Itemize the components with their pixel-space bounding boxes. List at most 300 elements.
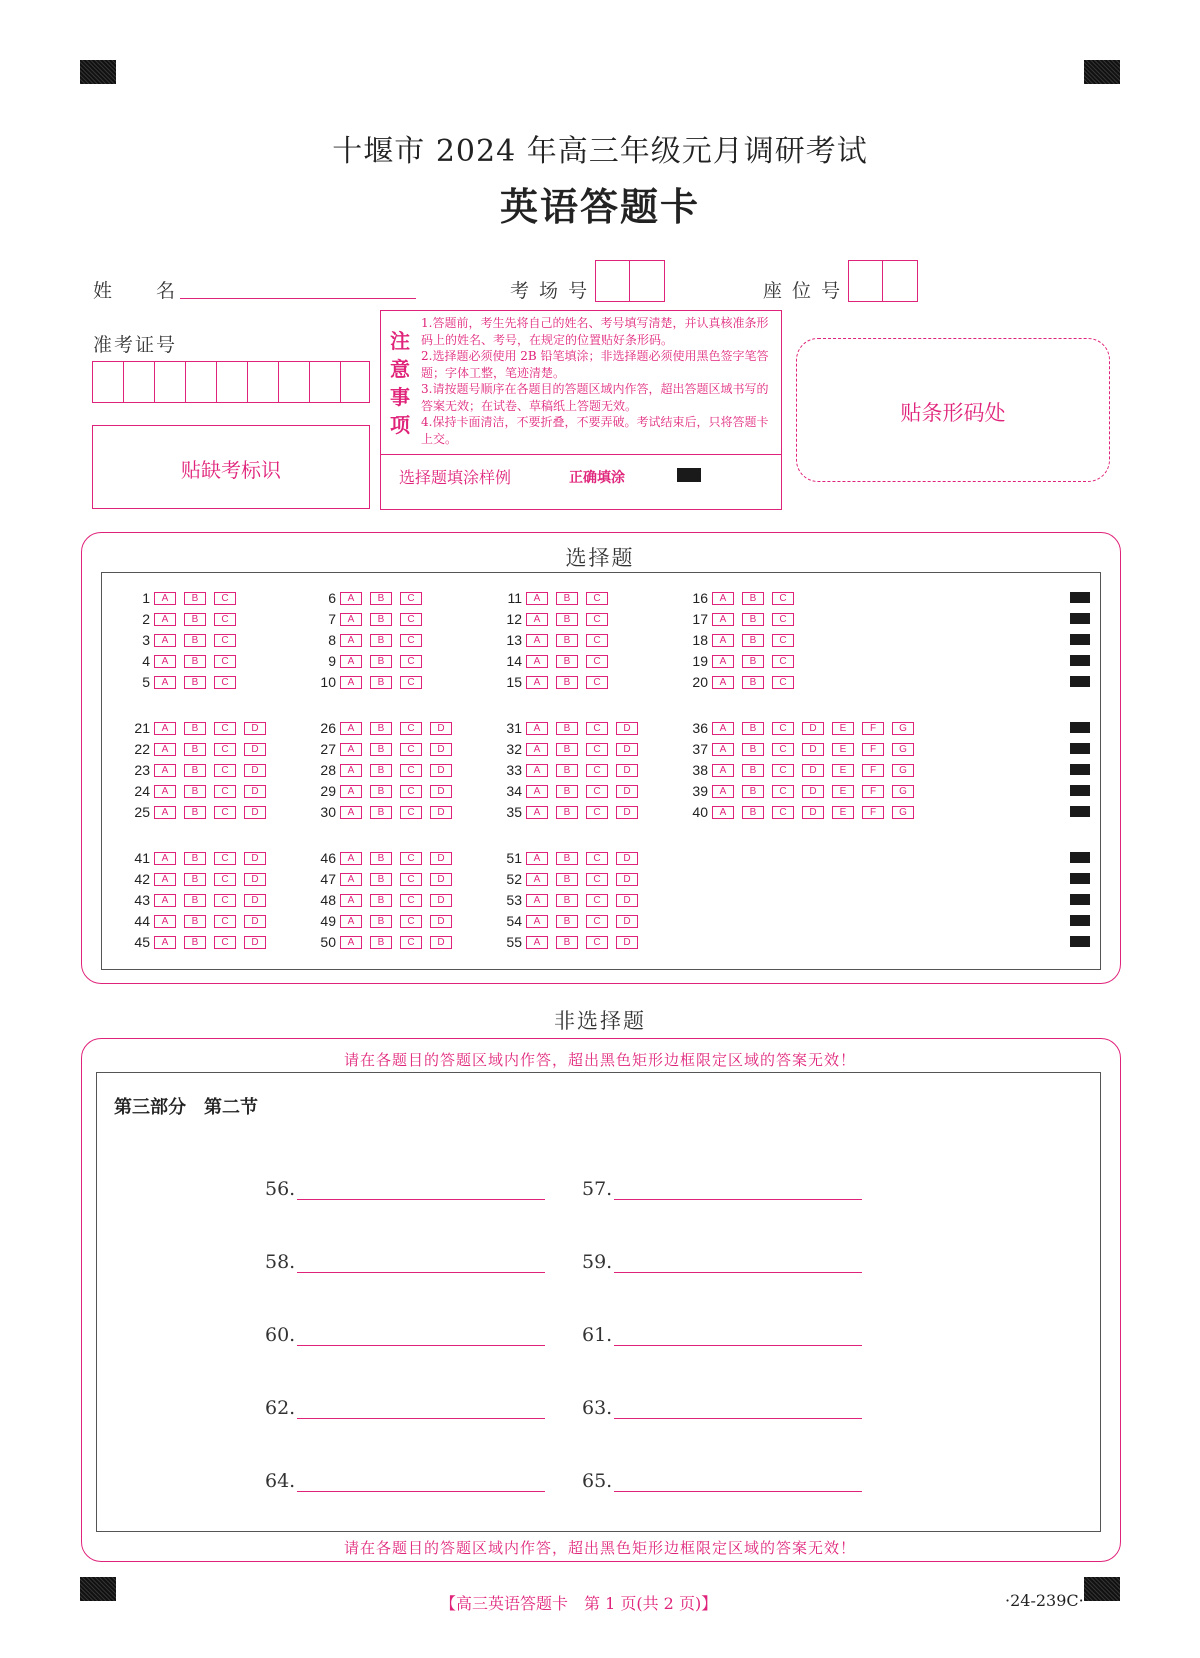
option-bubble[interactable]: A (340, 873, 362, 886)
option-bubble[interactable]: D (616, 785, 638, 798)
option-bubble[interactable]: A (526, 722, 548, 735)
blank-56[interactable] (265, 1178, 545, 1200)
timing-mark (1070, 806, 1090, 817)
option-bubble[interactable]: A (340, 852, 362, 865)
option-bubble[interactable]: C (400, 634, 422, 647)
option-bubble[interactable]: D (244, 743, 266, 756)
option-bubble[interactable]: A (154, 852, 176, 865)
option-bubble[interactable]: A (526, 613, 548, 626)
option-bubble[interactable]: B (184, 722, 206, 735)
option-bubble[interactable]: D (244, 915, 266, 928)
option-bubble[interactable]: B (556, 613, 578, 626)
option-bubble[interactable]: A (526, 894, 548, 907)
option-bubble[interactable]: F (862, 806, 884, 819)
timing-mark (1070, 785, 1090, 796)
question-number: 26 (320, 720, 336, 736)
blank-61[interactable] (582, 1324, 862, 1346)
option-bubble[interactable]: B (370, 722, 392, 735)
answer-line[interactable] (297, 1255, 545, 1273)
option-bubble[interactable]: D (616, 852, 638, 865)
option-bubble[interactable]: B (184, 743, 206, 756)
question-number: 1 (142, 590, 150, 606)
option-bubble[interactable]: C (400, 785, 422, 798)
question-row (678, 609, 802, 629)
option-bubble[interactable]: D (616, 743, 638, 756)
option-bubble[interactable]: D (430, 806, 452, 819)
blank-number: 56. (265, 1178, 296, 1200)
option-bubble[interactable]: C (772, 743, 794, 756)
option-bubble[interactable]: D (244, 722, 266, 735)
timing-mark (1070, 915, 1090, 926)
option-bubble[interactable]: B (184, 613, 206, 626)
blank-57[interactable] (582, 1178, 862, 1200)
question-number: 15 (506, 674, 522, 690)
option-bubble[interactable]: D (430, 743, 452, 756)
option-bubble[interactable]: B (556, 936, 578, 949)
option-bubble[interactable]: C (586, 894, 608, 907)
option-bubble[interactable]: B (556, 743, 578, 756)
option-bubble[interactable]: D (430, 894, 452, 907)
option-bubble[interactable]: D (430, 936, 452, 949)
option-bubble[interactable]: C (214, 613, 236, 626)
option-bubble[interactable]: A (154, 936, 176, 949)
option-bubble[interactable]: B (184, 852, 206, 865)
option-bubble[interactable]: A (340, 764, 362, 777)
option-bubble[interactable]: C (772, 592, 794, 605)
option-bubble[interactable]: C (214, 936, 236, 949)
absent-mark-label: 贴缺考标识 (181, 458, 281, 482)
question-row (678, 760, 922, 780)
option-bubble[interactable]: A (154, 785, 176, 798)
option-bubble[interactable]: B (370, 655, 392, 668)
option-bubble[interactable]: C (772, 613, 794, 626)
option-bubble[interactable]: C (400, 852, 422, 865)
option-bubble[interactable]: C (586, 936, 608, 949)
question-row (120, 890, 274, 910)
blank-64[interactable] (265, 1470, 545, 1492)
option-bubble[interactable]: A (712, 764, 734, 777)
option-bubble[interactable]: A (526, 655, 548, 668)
option-bubble[interactable]: A (712, 592, 734, 605)
option-bubble[interactable]: A (340, 785, 362, 798)
option-bubble[interactable]: A (526, 806, 548, 819)
question-number: 36 (692, 720, 708, 736)
option-bubble[interactable]: A (340, 676, 362, 689)
option-bubble[interactable]: B (742, 655, 764, 668)
option-bubble[interactable]: A (526, 785, 548, 798)
name-field[interactable] (180, 298, 416, 299)
answer-line[interactable] (297, 1401, 545, 1419)
option-bubble[interactable]: C (214, 806, 236, 819)
ticket-number-boxes[interactable] (92, 361, 370, 403)
question-number: 8 (328, 632, 336, 648)
question-row (306, 911, 460, 931)
option-bubble[interactable]: B (556, 764, 578, 777)
notice-item: 1.答题前，考生先将自己的姓名、考号填写清楚，并认真核准条形码上的姓名、考号，在规定的位置贴好条形码。 (421, 316, 769, 347)
answer-line[interactable] (297, 1328, 545, 1346)
option-bubble[interactable]: C (400, 764, 422, 777)
option-bubble[interactable]: A (154, 634, 176, 647)
option-bubble[interactable]: D (244, 873, 266, 886)
question-row (120, 760, 274, 780)
option-bubble[interactable]: A (526, 743, 548, 756)
option-bubble[interactable]: B (370, 613, 392, 626)
option-bubble[interactable]: A (340, 936, 362, 949)
option-bubble[interactable]: A (154, 764, 176, 777)
option-bubble[interactable]: D (802, 764, 824, 777)
option-bubble[interactable]: B (556, 915, 578, 928)
question-row (678, 739, 922, 759)
option-bubble[interactable]: E (832, 806, 854, 819)
option-bubble[interactable]: A (712, 655, 734, 668)
option-bubble[interactable]: C (400, 915, 422, 928)
option-bubble[interactable]: C (586, 764, 608, 777)
question-number: 9 (328, 653, 336, 669)
question-row (678, 630, 802, 650)
notice-box (380, 310, 782, 510)
answer-line[interactable] (614, 1474, 862, 1492)
option-bubble[interactable]: D (802, 722, 824, 735)
option-bubble[interactable]: C (214, 676, 236, 689)
option-bubble[interactable]: C (400, 743, 422, 756)
option-bubble[interactable]: B (184, 936, 206, 949)
option-bubble[interactable]: C (772, 634, 794, 647)
option-bubble[interactable]: C (772, 806, 794, 819)
option-bubble[interactable]: A (712, 613, 734, 626)
timing-mark (1070, 722, 1090, 733)
option-bubble[interactable]: B (742, 806, 764, 819)
option-bubble[interactable]: D (616, 873, 638, 886)
answer-line[interactable] (614, 1255, 862, 1273)
option-bubble[interactable]: B (370, 676, 392, 689)
option-bubble[interactable]: B (184, 915, 206, 928)
question-number: 14 (506, 653, 522, 669)
option-bubble[interactable]: B (184, 873, 206, 886)
option-bubble[interactable]: D (430, 785, 452, 798)
option-bubble[interactable]: D (616, 915, 638, 928)
question-row (492, 718, 646, 738)
option-bubble[interactable]: B (742, 592, 764, 605)
question-row (678, 718, 922, 738)
option-bubble[interactable]: C (586, 655, 608, 668)
option-bubble[interactable]: B (556, 785, 578, 798)
option-bubble[interactable]: A (526, 764, 548, 777)
option-bubble[interactable]: B (556, 676, 578, 689)
page-footer: 【高三英语答题卡 第 1 页(共 2 页)】 (440, 1594, 718, 1613)
option-bubble[interactable]: C (400, 936, 422, 949)
option-bubble[interactable]: D (244, 936, 266, 949)
absent-mark-box (92, 425, 370, 509)
option-bubble[interactable]: A (154, 722, 176, 735)
option-bubble[interactable]: A (154, 915, 176, 928)
option-bubble[interactable]: B (556, 873, 578, 886)
option-bubble[interactable]: A (154, 806, 176, 819)
option-bubble[interactable]: E (832, 764, 854, 777)
option-bubble[interactable]: C (586, 785, 608, 798)
blank-number: 61. (582, 1324, 613, 1346)
option-bubble[interactable]: A (154, 613, 176, 626)
option-bubble[interactable]: D (244, 852, 266, 865)
option-bubble[interactable]: C (400, 722, 422, 735)
question-row (306, 869, 460, 889)
question-number: 46 (320, 850, 336, 866)
option-bubble[interactable]: E (832, 785, 854, 798)
option-bubble[interactable]: C (214, 894, 236, 907)
option-bubble[interactable]: B (742, 722, 764, 735)
option-bubble[interactable]: B (184, 592, 206, 605)
option-bubble[interactable]: C (772, 676, 794, 689)
question-number: 20 (692, 674, 708, 690)
option-bubble[interactable]: B (184, 634, 206, 647)
option-bubble[interactable]: C (586, 915, 608, 928)
option-bubble[interactable]: A (340, 806, 362, 819)
sheet-code: ·24-239C· (1005, 1591, 1084, 1610)
option-bubble[interactable]: C (214, 852, 236, 865)
option-bubble[interactable]: G (892, 722, 914, 735)
option-bubble[interactable]: B (370, 894, 392, 907)
option-bubble[interactable]: A (712, 743, 734, 756)
option-bubble[interactable]: D (616, 806, 638, 819)
option-bubble[interactable]: C (400, 676, 422, 689)
option-bubble[interactable]: B (370, 592, 392, 605)
option-bubble[interactable]: C (400, 894, 422, 907)
room-number-boxes[interactable] (595, 260, 665, 302)
blank-63[interactable] (582, 1397, 862, 1419)
option-bubble[interactable]: C (400, 613, 422, 626)
option-bubble[interactable]: G (892, 764, 914, 777)
question-row (678, 651, 802, 671)
answer-line[interactable] (614, 1328, 862, 1346)
option-bubble[interactable]: A (340, 743, 362, 756)
option-bubble[interactable]: C (586, 676, 608, 689)
bottom-warning: 请在各题目的答题区域内作答，超出黑色矩形边框限定区域的答案无效！ (343, 1539, 856, 1557)
question-number: 19 (692, 653, 708, 669)
notice-items (421, 315, 775, 447)
option-bubble[interactable]: B (742, 613, 764, 626)
option-bubble[interactable]: C (214, 722, 236, 735)
option-bubble[interactable]: B (370, 915, 392, 928)
option-bubble[interactable]: A (154, 873, 176, 886)
option-bubble[interactable]: C (214, 873, 236, 886)
option-bubble[interactable]: A (340, 722, 362, 735)
question-row (492, 609, 616, 629)
blank-65[interactable] (582, 1470, 862, 1492)
option-bubble[interactable]: C (772, 785, 794, 798)
answer-line[interactable] (614, 1182, 862, 1200)
fill-sample-row (381, 454, 781, 494)
option-bubble[interactable]: B (370, 764, 392, 777)
blank-60[interactable] (265, 1324, 545, 1346)
question-row (306, 760, 460, 780)
question-row (492, 651, 616, 671)
option-bubble[interactable]: B (556, 806, 578, 819)
blank-number: 65. (582, 1470, 613, 1492)
option-bubble[interactable]: A (340, 655, 362, 668)
option-bubble[interactable]: A (526, 592, 548, 605)
option-bubble[interactable]: D (616, 936, 638, 949)
option-bubble[interactable]: A (340, 634, 362, 647)
question-row (120, 651, 244, 671)
option-bubble[interactable]: D (802, 785, 824, 798)
option-bubble[interactable]: F (862, 785, 884, 798)
option-bubble[interactable]: D (244, 806, 266, 819)
option-bubble[interactable]: B (370, 743, 392, 756)
question-number: 41 (134, 850, 150, 866)
option-bubble[interactable]: C (214, 785, 236, 798)
option-bubble[interactable]: D (616, 764, 638, 777)
option-bubble[interactable]: A (712, 785, 734, 798)
option-bubble[interactable]: D (430, 722, 452, 735)
option-bubble[interactable]: D (430, 764, 452, 777)
option-bubble[interactable]: A (526, 676, 548, 689)
option-bubble[interactable]: D (616, 894, 638, 907)
option-bubble[interactable]: B (184, 806, 206, 819)
option-bubble[interactable]: A (154, 655, 176, 668)
option-bubble[interactable]: A (526, 634, 548, 647)
option-bubble[interactable]: A (340, 915, 362, 928)
option-bubble[interactable]: D (802, 806, 824, 819)
option-bubble[interactable]: B (742, 764, 764, 777)
blank-58[interactable] (265, 1251, 545, 1273)
option-bubble[interactable]: C (586, 806, 608, 819)
option-bubble[interactable]: C (214, 592, 236, 605)
question-number: 37 (692, 741, 708, 757)
option-bubble[interactable]: D (244, 894, 266, 907)
timing-mark (1070, 873, 1090, 884)
option-bubble[interactable]: C (586, 592, 608, 605)
option-bubble[interactable]: B (370, 936, 392, 949)
seat-number-boxes[interactable] (848, 260, 918, 302)
option-bubble[interactable]: C (214, 634, 236, 647)
option-bubble[interactable]: A (340, 894, 362, 907)
question-number: 40 (692, 804, 708, 820)
question-row (306, 672, 430, 692)
question-row (306, 609, 430, 629)
option-bubble[interactable]: A (712, 634, 734, 647)
question-number: 32 (506, 741, 522, 757)
option-bubble[interactable]: B (370, 873, 392, 886)
exam-title: 十堰市 2024 年高三年级元月调研考试 (332, 134, 868, 169)
question-row (492, 802, 646, 822)
option-bubble[interactable]: B (370, 852, 392, 865)
option-bubble[interactable]: C (400, 592, 422, 605)
option-bubble[interactable]: G (892, 743, 914, 756)
option-bubble[interactable]: A (154, 676, 176, 689)
option-bubble[interactable]: B (184, 764, 206, 777)
option-bubble[interactable]: A (712, 806, 734, 819)
room-label: 考 场 号 (510, 280, 590, 302)
option-bubble[interactable]: A (526, 915, 548, 928)
question-number: 45 (134, 934, 150, 950)
option-bubble[interactable]: G (892, 785, 914, 798)
option-bubble[interactable]: C (214, 915, 236, 928)
option-bubble[interactable]: D (244, 764, 266, 777)
option-bubble[interactable]: D (430, 852, 452, 865)
option-bubble[interactable]: A (712, 676, 734, 689)
option-bubble[interactable]: F (862, 722, 884, 735)
option-bubble[interactable]: E (832, 743, 854, 756)
nonchoice-section-title: 非选择题 (554, 1009, 646, 1033)
option-bubble[interactable]: C (586, 743, 608, 756)
option-bubble[interactable]: C (586, 634, 608, 647)
option-bubble[interactable]: B (370, 806, 392, 819)
option-bubble[interactable]: C (400, 806, 422, 819)
option-bubble[interactable]: B (370, 634, 392, 647)
option-bubble[interactable]: D (616, 722, 638, 735)
option-bubble[interactable]: B (184, 655, 206, 668)
option-bubble[interactable]: A (154, 743, 176, 756)
option-bubble[interactable]: F (862, 743, 884, 756)
option-bubble[interactable]: F (862, 764, 884, 777)
option-bubble[interactable]: B (184, 894, 206, 907)
option-bubble[interactable]: C (400, 873, 422, 886)
option-bubble[interactable]: C (772, 655, 794, 668)
option-bubble[interactable]: B (742, 785, 764, 798)
option-bubble[interactable]: C (214, 764, 236, 777)
option-bubble[interactable]: B (556, 852, 578, 865)
option-bubble[interactable]: D (430, 915, 452, 928)
option-bubble[interactable]: C (586, 722, 608, 735)
option-bubble[interactable]: B (184, 785, 206, 798)
timing-mark (1070, 936, 1090, 947)
option-bubble[interactable]: B (742, 676, 764, 689)
option-bubble[interactable]: A (526, 852, 548, 865)
blank-62[interactable] (265, 1397, 545, 1419)
option-bubble[interactable]: A (340, 613, 362, 626)
option-bubble[interactable]: A (526, 873, 548, 886)
answer-line[interactable] (297, 1474, 545, 1492)
option-bubble[interactable]: C (214, 655, 236, 668)
option-bubble[interactable]: A (526, 936, 548, 949)
option-bubble[interactable]: E (832, 722, 854, 735)
option-bubble[interactable]: B (556, 655, 578, 668)
option-bubble[interactable]: A (712, 722, 734, 735)
option-bubble[interactable]: A (154, 894, 176, 907)
option-bubble[interactable]: C (400, 655, 422, 668)
question-number: 5 (142, 674, 150, 690)
question-number: 3 (142, 632, 150, 648)
option-bubble[interactable]: B (184, 676, 206, 689)
option-bubble[interactable]: D (430, 873, 452, 886)
timing-mark (1070, 852, 1090, 863)
question-row (492, 781, 646, 801)
option-bubble[interactable]: C (772, 764, 794, 777)
option-bubble[interactable]: C (586, 852, 608, 865)
option-bubble[interactable]: B (556, 634, 578, 647)
option-bubble[interactable]: B (556, 894, 578, 907)
answer-line[interactable] (614, 1401, 862, 1419)
option-bubble[interactable]: C (214, 743, 236, 756)
option-bubble[interactable]: D (802, 743, 824, 756)
option-bubble[interactable]: G (892, 806, 914, 819)
option-bubble[interactable]: A (340, 592, 362, 605)
option-bubble[interactable]: C (586, 613, 608, 626)
option-bubble[interactable]: B (742, 634, 764, 647)
option-bubble[interactable]: D (244, 785, 266, 798)
option-bubble[interactable]: C (586, 873, 608, 886)
answer-line[interactable] (297, 1182, 545, 1200)
option-bubble[interactable]: B (556, 592, 578, 605)
part-label: 第三部分 第二节 (114, 1097, 258, 1118)
option-bubble[interactable]: B (556, 722, 578, 735)
notice-title: 注意事项 (390, 329, 410, 437)
question-number: 42 (134, 871, 150, 887)
blank-59[interactable] (582, 1251, 862, 1273)
option-bubble[interactable]: B (742, 743, 764, 756)
option-bubble[interactable]: A (154, 592, 176, 605)
option-bubble[interactable]: B (370, 785, 392, 798)
option-bubble[interactable]: C (772, 722, 794, 735)
